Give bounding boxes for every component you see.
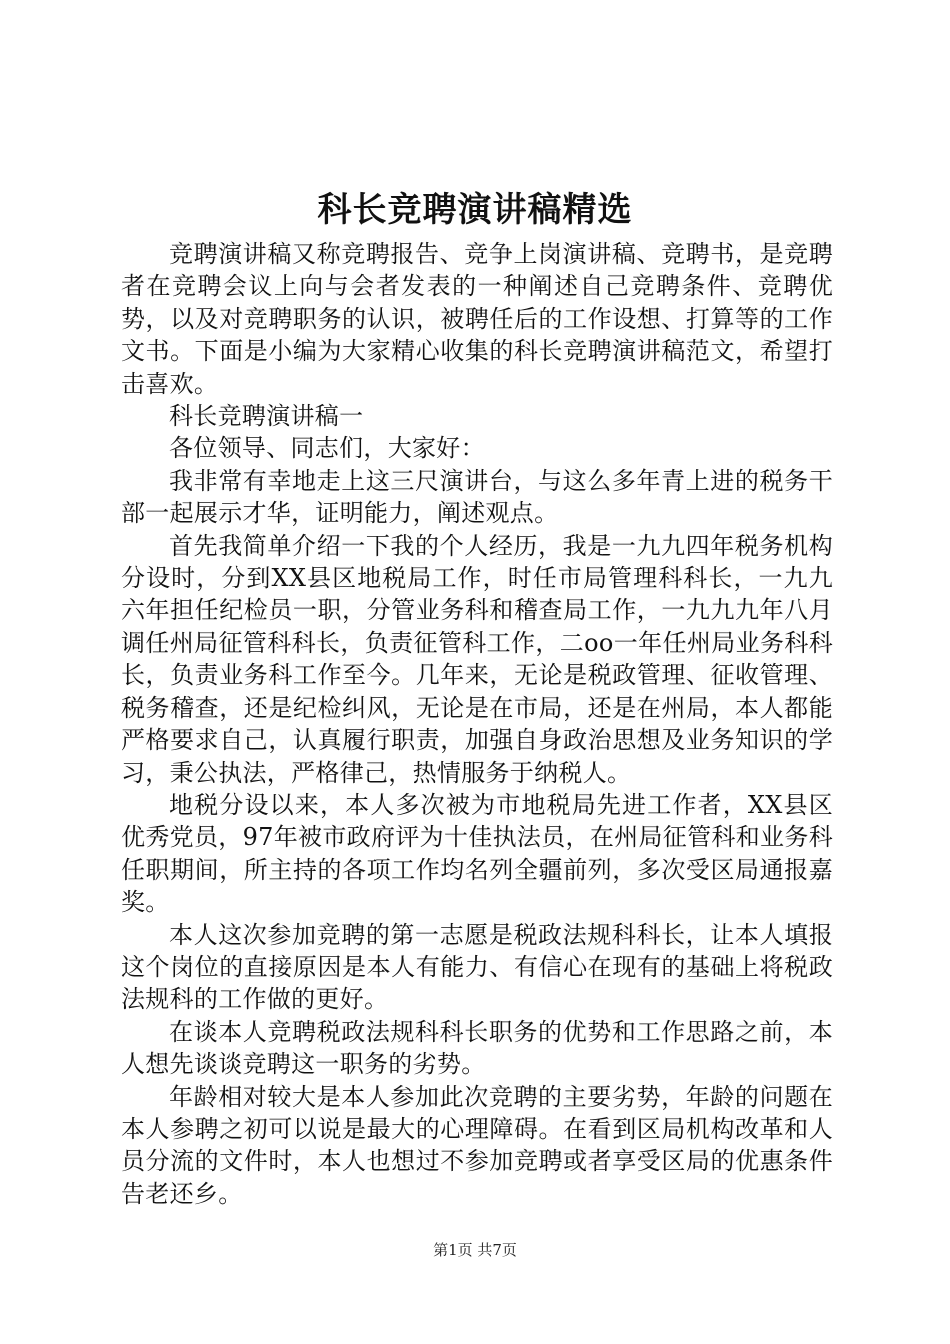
paragraph-greeting: 各位领导、同志们，大家好：	[169, 434, 485, 463]
paragraph-opening: 我非常有幸地走上这三尺演讲台，与这么多年青上进的税务干部一起展示才华，证明能力，阐述观点。	[121, 466, 833, 528]
paragraph-transition: 在谈本人竞聘税政法规科科长职务的优势和工作思路之前，本人想先谈谈竞聘这一职务的劣势。	[121, 1017, 833, 1079]
paragraph-experience: 首先我简单介绍一下我的个人经历，我是一九九四年税务机构分设时，分到XX县区地税局工作，时任市局管理科科长，一九九六年担任纪检员一职，分管业务科和稽查局工作，一九九九年八月调任州局征管科科长，负责征管科工作，二oo一年任州局业务科科长，负责业务科工作至今。几年来，无论是税政管理、征收管理、税务稽查，还是纪检纠风，无论是在市局，还是在州局，本人都能严格要求自己，认真履行职责，加强自身政治思想及业务知识的学习，秉公执法，严格律己，热情服务于纳税人。	[121, 531, 833, 787]
paragraph-first-choice: 本人这次参加竞聘的第一志愿是税政法规科科长，让本人填报这个岗位的直接原因是本人有能力、有信心在现有的基础上将税政法规科的工作做的更好。	[121, 920, 833, 1014]
paragraph-intro: 竞聘演讲稿又称竞聘报告、竞争上岗演讲稿、竞聘书，是竞聘者在竞聘会议上向与会者发表的一种阐述自己竞聘条件、竞聘优势，以及对竞聘职务的认识，被聘任后的工作设想、打算等的工作文书。下面是小编为大家精心收集的科长竞聘演讲稿范文，希望打击喜欢。	[121, 240, 833, 398]
document-title: 科长竞聘演讲稿精选	[317, 190, 633, 230]
document-body	[121, 238, 833, 1210]
paragraph-disadvantage: 年龄相对较大是本人参加此次竞聘的主要劣势，年龄的问题在本人参聘之初可以说是最大的心理障碍。在看到区局机构改革和人员分流的文件时，本人也想过不参加竞聘或者享受区局的优惠条件告老还乡。	[121, 1082, 833, 1208]
paragraph-section-heading: 科长竞聘演讲稿一	[169, 402, 364, 431]
page-number-footer: 第1页 共7页	[433, 1241, 517, 1259]
paragraph-honors: 地税分设以来，本人多次被为市地税局先进工作者，XX县区优秀党员，97年被市政府评为十佳执法员，在州局征管科和业务科任职期间，所主持的各项工作均名列全疆前列，多次受区局通报嘉奖。	[121, 790, 833, 917]
